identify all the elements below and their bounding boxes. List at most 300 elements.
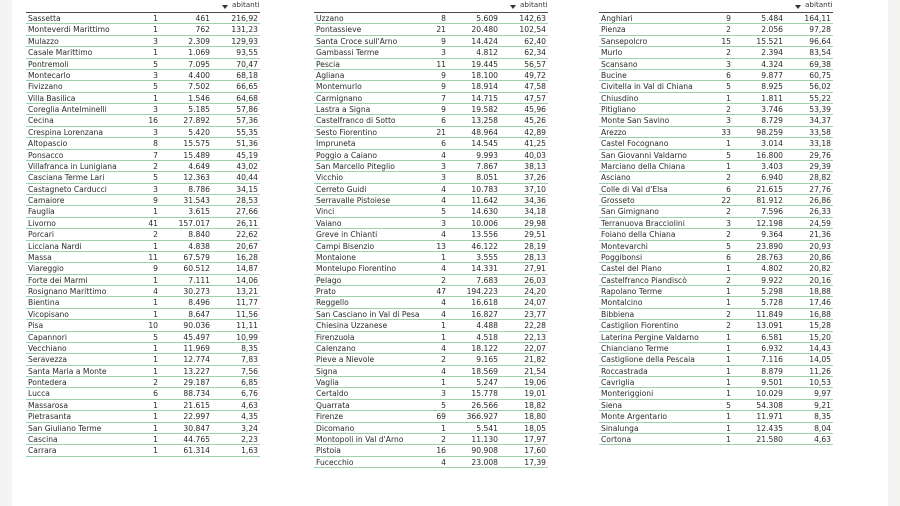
municipality-name: Montevarchi xyxy=(601,241,648,251)
rate-per-population: 62,34 xyxy=(524,48,546,58)
rate-per-population: 18,80 xyxy=(524,412,546,422)
municipality-name: Pontremoli xyxy=(28,59,69,69)
municipality-name: Carrara xyxy=(28,446,57,456)
rate-per-population: 34,15 xyxy=(236,184,258,194)
case-count: 2 xyxy=(441,275,446,285)
municipality-name: Fauglia xyxy=(28,207,55,217)
table-row xyxy=(314,104,548,115)
population: 366.927 xyxy=(466,412,498,422)
municipality-name: Calenzano xyxy=(316,343,356,353)
municipality-name: Pitigliano xyxy=(601,105,636,114)
municipality-name: Monteverdi Marittimo xyxy=(28,25,110,35)
case-count: 1 xyxy=(153,14,158,23)
case-count: 6 xyxy=(726,252,731,262)
municipality-name: Uzzano xyxy=(316,14,344,23)
population: 46.122 xyxy=(471,241,498,251)
municipality-name: Arezzo xyxy=(601,127,627,137)
case-count: 1 xyxy=(726,343,731,353)
case-count: 1 xyxy=(726,423,731,433)
population: 18.100 xyxy=(471,70,498,80)
rate-per-population: 15,28 xyxy=(809,321,831,331)
population: 54.308 xyxy=(756,400,783,410)
municipality-name: Civitella in Val di Chiana xyxy=(601,82,693,92)
rate-per-population: 28,13 xyxy=(524,252,546,262)
population: 7.095 xyxy=(188,59,210,69)
rate-per-population: 20,86 xyxy=(809,252,831,262)
municipality-name: Vicopisano xyxy=(28,309,69,319)
municipality-name: Sesto Fiorentino xyxy=(316,127,378,137)
table-row xyxy=(314,184,548,195)
municipality-name: Forte dei Marmi xyxy=(28,275,88,285)
population: 7.867 xyxy=(476,161,498,171)
table-row xyxy=(599,13,833,24)
table-row xyxy=(599,275,833,286)
case-count: 4 xyxy=(441,298,446,308)
municipality-name: Castel Focognano xyxy=(601,139,669,149)
rate-per-population: 17,39 xyxy=(524,457,546,467)
case-count: 3 xyxy=(153,36,158,46)
case-count: 1 xyxy=(153,400,158,410)
rate-per-population: 37,10 xyxy=(524,184,546,194)
population: 15.575 xyxy=(183,139,210,149)
rate-per-population: 8,35 xyxy=(814,412,831,422)
table-row xyxy=(314,172,548,183)
municipality-name: Castelfranco di Sotto xyxy=(316,116,396,126)
population: 4.838 xyxy=(188,241,210,251)
municipality-name: Castel del Piano xyxy=(601,264,662,274)
table-row xyxy=(314,286,548,297)
population: 3.555 xyxy=(476,252,498,262)
rate-per-population: 93,55 xyxy=(236,48,258,58)
population: 16.618 xyxy=(471,298,498,308)
case-count: 1 xyxy=(153,412,158,422)
population: 12.435 xyxy=(756,423,783,433)
table-row xyxy=(314,36,548,47)
municipality-name: Rosignano Marittimo xyxy=(28,287,107,296)
table-row xyxy=(314,13,548,24)
rate-per-population: 7,83 xyxy=(241,355,258,365)
case-count: 1 xyxy=(726,93,731,103)
table-row xyxy=(26,13,260,24)
table-row xyxy=(314,377,548,388)
case-count: 4 xyxy=(441,366,446,376)
case-count: 47 xyxy=(436,287,446,296)
rate-per-population: 47,57 xyxy=(524,93,546,103)
case-count: 3 xyxy=(441,218,446,228)
case-count: 1 xyxy=(153,298,158,308)
case-count: 9 xyxy=(153,196,158,205)
table-row xyxy=(599,47,833,58)
municipality-name: Vinci xyxy=(316,207,335,217)
case-count: 1 xyxy=(153,434,158,444)
rate-per-population: 55,22 xyxy=(809,93,831,103)
population: 14.545 xyxy=(471,139,498,149)
table-row xyxy=(314,206,548,217)
rate-per-population: 57,36 xyxy=(236,116,258,126)
municipality-name: Pontassieve xyxy=(316,25,362,35)
rate-per-population: 29,98 xyxy=(524,218,546,228)
population: 19.582 xyxy=(471,105,498,114)
population: 30.847 xyxy=(183,423,210,433)
rate-per-population: 11,56 xyxy=(236,309,258,319)
municipality-name: Livorno xyxy=(28,218,56,228)
rate-per-population: 69,38 xyxy=(809,59,831,69)
table-row xyxy=(26,218,260,229)
rate-per-population: 83,54 xyxy=(809,48,831,58)
table-row xyxy=(599,115,833,126)
municipality-name: Lucca xyxy=(28,389,50,399)
sort-arrow-icon[interactable] xyxy=(795,5,801,9)
table-row xyxy=(314,81,548,92)
case-count: 2 xyxy=(726,321,731,331)
rate-per-population: 16,88 xyxy=(809,309,831,319)
rate-per-population: 28,53 xyxy=(236,196,258,205)
table-row xyxy=(314,423,548,434)
table-row xyxy=(26,59,260,70)
population: 6.581 xyxy=(761,332,783,342)
case-count: 5 xyxy=(726,150,731,160)
table-row xyxy=(599,218,833,229)
rate-per-population: 97,28 xyxy=(809,25,831,35)
sort-arrow-icon[interactable] xyxy=(510,5,516,9)
rate-per-population: 45,19 xyxy=(236,150,258,160)
municipality-name: Monte Argentario xyxy=(601,412,668,422)
rate-per-population: 4,63 xyxy=(241,400,258,410)
municipality-name: Campi Bisenzio xyxy=(316,241,375,251)
case-count: 11 xyxy=(148,252,158,262)
rate-per-population: 22,28 xyxy=(524,321,546,331)
municipality-name: Casale Marittimo xyxy=(28,48,93,58)
population: 5.185 xyxy=(188,105,210,114)
population: 14.715 xyxy=(471,93,498,103)
municipality-name: Pescia xyxy=(316,59,340,69)
case-count: 4 xyxy=(441,309,446,319)
table-row xyxy=(599,184,833,195)
case-count: 5 xyxy=(153,59,158,69)
rate-per-population: 60,75 xyxy=(809,70,831,80)
table-column-2 xyxy=(314,0,548,468)
rate-per-population: 55,35 xyxy=(236,127,258,137)
table-row xyxy=(314,457,548,468)
case-count: 1 xyxy=(726,366,731,376)
table-row xyxy=(599,172,833,183)
case-count: 5 xyxy=(153,173,158,183)
table-row xyxy=(599,127,833,138)
case-count: 3 xyxy=(726,218,731,228)
municipality-name: Villafranca in Lunigiana xyxy=(28,161,117,171)
rate-per-population: 10,99 xyxy=(236,332,258,342)
population: 4.802 xyxy=(761,264,783,274)
population: 762 xyxy=(195,25,210,35)
rate-per-population: 27,76 xyxy=(809,184,831,194)
case-count: 1 xyxy=(153,48,158,58)
rate-per-population: 18,82 xyxy=(524,400,546,410)
case-count: 1 xyxy=(726,378,731,387)
rate-per-population: 29,39 xyxy=(809,161,831,171)
case-count: 1 xyxy=(726,412,731,422)
municipality-name: Dicomano xyxy=(316,423,355,433)
population: 3.615 xyxy=(188,207,210,217)
municipality-name: Vaiano xyxy=(316,218,342,228)
population: 4.488 xyxy=(476,321,498,331)
table-row xyxy=(314,241,548,252)
municipality-name: Porcari xyxy=(28,230,54,240)
rate-per-population: 16,28 xyxy=(236,252,258,262)
table-row xyxy=(26,388,260,399)
table-row xyxy=(314,297,548,308)
case-count: 1 xyxy=(441,423,446,433)
table-row xyxy=(26,150,260,161)
rate-per-population: 33,58 xyxy=(809,127,831,137)
case-count: 1 xyxy=(441,332,446,342)
rate-per-population: 11,26 xyxy=(809,366,831,376)
population: 7.596 xyxy=(761,207,783,217)
case-count: 3 xyxy=(153,127,158,137)
municipality-name: Sassetta xyxy=(28,14,61,23)
municipality-name: Poggio a Caiano xyxy=(316,150,378,160)
rate-per-population: 24,59 xyxy=(809,218,831,228)
rate-per-population: 18,05 xyxy=(524,423,546,433)
rate-per-population: 21,36 xyxy=(809,230,831,240)
municipality-name: Pieve a Nievole xyxy=(316,355,375,365)
population: 8.051 xyxy=(476,173,498,183)
rate-per-population: 10,53 xyxy=(809,378,831,387)
table-row xyxy=(314,115,548,126)
municipality-name: Cascina xyxy=(28,434,58,444)
case-count: 4 xyxy=(441,196,446,205)
table-row xyxy=(26,195,260,206)
case-count: 15 xyxy=(721,36,731,46)
municipality-name: Bucine xyxy=(601,70,627,80)
table-row xyxy=(314,320,548,331)
population: 4.518 xyxy=(476,332,498,342)
case-count: 1 xyxy=(153,93,158,103)
table-row xyxy=(26,423,260,434)
rate-per-population: 19,01 xyxy=(524,389,546,399)
case-count: 6 xyxy=(441,139,446,149)
table-row xyxy=(599,263,833,274)
population: 31.543 xyxy=(183,196,210,205)
municipality-name: Santa Maria a Monte xyxy=(28,366,107,376)
case-count: 9 xyxy=(441,70,446,80)
population: 67.579 xyxy=(183,252,210,262)
municipality-name: Bientina xyxy=(28,298,60,308)
rate-per-population: 6,76 xyxy=(241,389,258,399)
population: 81.912 xyxy=(756,196,783,205)
rate-per-population: 27,91 xyxy=(524,264,546,274)
case-count: 2 xyxy=(153,230,158,240)
table-row xyxy=(26,286,260,297)
case-count: 4 xyxy=(441,230,446,240)
population: 1.069 xyxy=(188,48,210,58)
population: 12.774 xyxy=(183,355,210,365)
table-row xyxy=(26,47,260,58)
population: 7.502 xyxy=(188,82,210,92)
rate-per-population: 37,26 xyxy=(524,173,546,183)
rate-per-population: 24,07 xyxy=(524,298,546,308)
municipality-name: San Giovanni Valdarno xyxy=(601,150,687,160)
rate-per-population: 40,03 xyxy=(524,150,546,160)
rate-per-population: 9,97 xyxy=(814,389,831,399)
municipality-name: Licciana Nardi xyxy=(28,241,82,251)
population: 10.783 xyxy=(471,184,498,194)
table-row xyxy=(599,161,833,172)
table-row xyxy=(599,434,833,445)
population: 11.971 xyxy=(756,412,783,422)
municipality-name: Pontedera xyxy=(28,378,67,387)
rate-per-population: 102,54 xyxy=(519,25,546,35)
municipality-name: Asciano xyxy=(601,173,631,183)
table-row xyxy=(599,104,833,115)
rate-per-population: 14,05 xyxy=(809,355,831,365)
table-row xyxy=(314,388,548,399)
table-row xyxy=(26,104,260,115)
case-count: 5 xyxy=(726,400,731,410)
table-row xyxy=(314,275,548,286)
case-count: 16 xyxy=(436,446,446,456)
case-count: 9 xyxy=(726,14,731,23)
municipality-name: Anghiari xyxy=(601,14,633,23)
sort-arrow-icon[interactable] xyxy=(222,5,228,9)
population: 5.541 xyxy=(476,423,498,433)
municipality-name: Lastra a Signa xyxy=(316,105,371,114)
table-row xyxy=(314,354,548,365)
population: 5.728 xyxy=(761,298,783,308)
municipality-name: Montecarlo xyxy=(28,70,71,80)
case-count: 1 xyxy=(726,139,731,149)
table-row xyxy=(26,161,260,172)
case-count: 5 xyxy=(441,400,446,410)
case-count: 1 xyxy=(726,298,731,308)
table-row xyxy=(314,366,548,377)
rate-header-label: abitanti xyxy=(232,0,260,9)
table-row xyxy=(26,81,260,92)
population: 9.877 xyxy=(761,70,783,80)
rate-per-population: 20,67 xyxy=(236,241,258,251)
rate-per-population: 45,96 xyxy=(524,105,546,114)
population: 90.908 xyxy=(471,446,498,456)
case-count: 1 xyxy=(726,264,731,274)
table-row xyxy=(599,332,833,343)
case-count: 1 xyxy=(153,207,158,217)
table-row xyxy=(599,229,833,240)
population: 12.363 xyxy=(183,173,210,183)
population: 1.546 xyxy=(188,93,210,103)
table-row xyxy=(599,70,833,81)
municipality-name: Scansano xyxy=(601,59,638,69)
municipality-name: Montopoli in Val d'Arno xyxy=(316,434,404,444)
table-row xyxy=(599,24,833,35)
municipality-name: San Gimignano xyxy=(601,207,659,217)
rate-per-population: 20,93 xyxy=(809,241,831,251)
municipality-name: Pienza xyxy=(601,25,626,35)
municipality-name: Capannori xyxy=(28,332,67,342)
rate-per-population: 34,18 xyxy=(524,207,546,217)
municipality-name: Viareggio xyxy=(28,264,64,274)
population: 23.008 xyxy=(471,457,498,467)
municipality-name: Montemurlo xyxy=(316,82,362,92)
table-row xyxy=(26,297,260,308)
table-row xyxy=(599,241,833,252)
population: 4.400 xyxy=(188,70,210,80)
table-row xyxy=(26,434,260,445)
population: 9.922 xyxy=(761,275,783,285)
rate-per-population: 56,57 xyxy=(524,59,546,69)
table-row xyxy=(599,81,833,92)
table-row xyxy=(599,286,833,297)
municipality-name: Pietrasanta xyxy=(28,412,72,422)
population: 88.734 xyxy=(183,389,210,399)
case-count: 4 xyxy=(441,150,446,160)
municipality-name: Poggibonsi xyxy=(601,252,643,262)
table-row xyxy=(314,434,548,445)
rate-per-population: 62,40 xyxy=(524,36,546,46)
table-row xyxy=(599,195,833,206)
case-count: 2 xyxy=(726,105,731,114)
municipality-name: Castiglion Fiorentino xyxy=(601,321,679,331)
rate-per-population: 15,20 xyxy=(809,332,831,342)
rate-per-population: 13,21 xyxy=(236,287,258,296)
population: 3.403 xyxy=(761,161,783,171)
table-row xyxy=(26,252,260,263)
case-count: 5 xyxy=(726,82,731,92)
table-row xyxy=(26,263,260,274)
case-count: 2 xyxy=(726,25,731,35)
rate-per-population: 21,82 xyxy=(524,355,546,365)
rate-per-population: 164,11 xyxy=(804,14,831,23)
population: 21.615 xyxy=(183,400,210,410)
case-count: 1 xyxy=(726,355,731,365)
rate-per-population: 142,63 xyxy=(519,14,546,23)
rate-per-population: 42,89 xyxy=(524,127,546,137)
population: 5.484 xyxy=(761,14,783,23)
population: 15.778 xyxy=(471,389,498,399)
case-count: 3 xyxy=(153,184,158,194)
rate-per-population: 29,51 xyxy=(524,230,546,240)
case-count: 2 xyxy=(441,434,446,444)
case-count: 9 xyxy=(441,105,446,114)
municipality-name: Gambassi Terme xyxy=(316,48,379,58)
rate-per-population: 38,13 xyxy=(524,161,546,171)
case-count: 3 xyxy=(153,105,158,114)
municipality-name: Greve in Chianti xyxy=(316,230,378,240)
population: 27.892 xyxy=(183,116,210,126)
municipality-name: San Marcello Piteglio xyxy=(316,161,395,171)
rate-per-population: 26,86 xyxy=(809,196,831,205)
municipality-name: Signa xyxy=(316,366,338,376)
rate-per-population: 23,77 xyxy=(524,309,546,319)
municipality-name: Marciano della Chiana xyxy=(601,161,686,171)
municipality-name: Seravezza xyxy=(28,355,68,365)
table-row xyxy=(26,36,260,47)
rate-per-population: 70,47 xyxy=(236,59,258,69)
case-count: 13 xyxy=(436,241,446,251)
case-count: 21 xyxy=(436,127,446,137)
municipality-name: Castagneto Carducci xyxy=(28,184,107,194)
rate-per-population: 26,11 xyxy=(236,218,258,228)
municipality-name: Foiano della Chiana xyxy=(601,230,676,240)
table-row xyxy=(26,354,260,365)
rate-header-label: abitanti xyxy=(520,0,548,9)
rate-per-population: 131,23 xyxy=(231,25,258,35)
rate-per-population: 28,19 xyxy=(524,241,546,251)
rate-per-population: 68,18 xyxy=(236,70,258,80)
municipality-name: Fivizzano xyxy=(28,82,63,92)
population: 7.111 xyxy=(188,275,210,285)
municipality-name: Monte San Savino xyxy=(601,116,670,126)
table-row xyxy=(599,36,833,47)
population: 9.364 xyxy=(761,230,783,240)
